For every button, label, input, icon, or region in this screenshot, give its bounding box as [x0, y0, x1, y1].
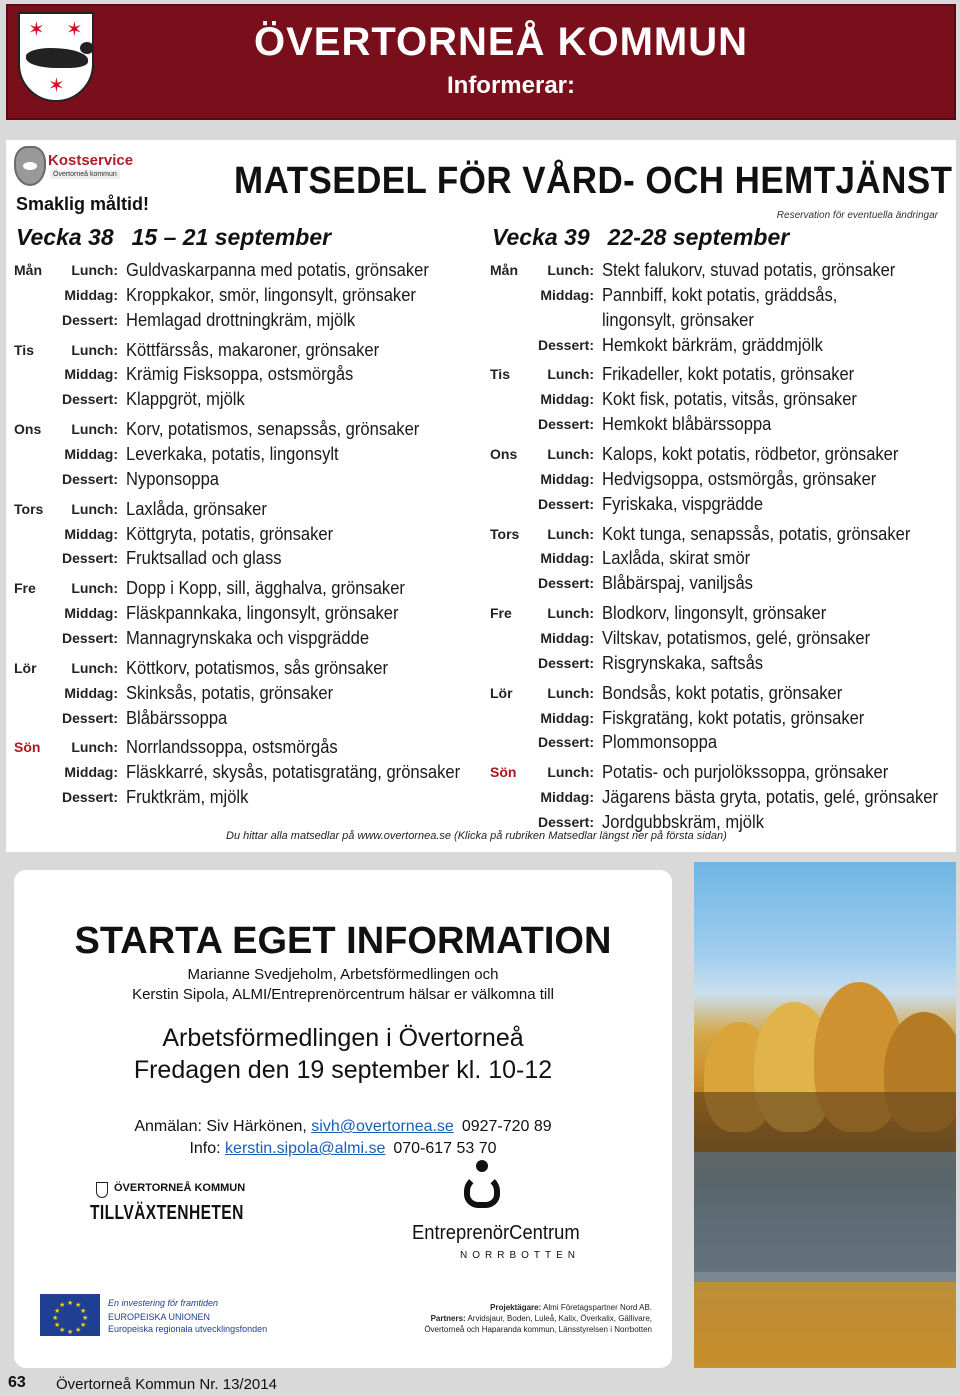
menu-row: [14, 499, 484, 524]
dish-text: Blåbärspaj, vaniljsås: [602, 573, 753, 594]
meal-label: Middag:: [64, 366, 118, 383]
menu-row: [490, 494, 954, 519]
day-label: Ons: [490, 446, 518, 463]
menu-row: [490, 364, 954, 389]
menu-row: [14, 628, 484, 653]
dish-text: lingonsylt, grönsaker: [602, 309, 754, 330]
signup-email-link[interactable]: sivh@overtornea.se: [311, 1118, 454, 1135]
dish-text: Skinksås, potatis, grönsaker: [126, 682, 334, 703]
logo-ec-name: EntreprenörCentrum: [412, 1222, 580, 1244]
menu-row: [14, 603, 484, 628]
menu-title: MATSEDEL FÖR VÅRD- OCH HEMTJÄNST: [234, 160, 953, 202]
crest-small-icon: [96, 1182, 108, 1198]
day-label: Fre: [14, 580, 36, 597]
meal-label: Dessert:: [61, 470, 118, 487]
menu-row: [14, 469, 484, 494]
meal-label: Dessert:: [537, 495, 594, 512]
cat-icon: [14, 146, 46, 186]
project-info: [352, 1302, 652, 1335]
kostservice-logo-name: Kostservice: [48, 152, 134, 169]
dish-text: Klappgröt, mjölk: [126, 389, 245, 410]
signup-phone: 0927-720 89: [461, 1118, 552, 1135]
week38-dates: 15 – 21 september: [131, 224, 332, 250]
ad-line2: Kerstin Sipola, ALMI/Entreprenörcentrum hälsar er välkomna till: [132, 986, 554, 1003]
menu-row: [14, 419, 484, 444]
dish-text: Hemkokt blåbärssoppa: [602, 414, 772, 435]
meal-label: Middag:: [540, 709, 594, 726]
menu-row: [490, 628, 954, 653]
meal-label: Dessert:: [537, 654, 594, 671]
publication-info: Övertorneå Kommun Nr. 13/2014: [56, 1376, 277, 1393]
dish-text: Nyponsoppa: [126, 468, 219, 489]
header-banner: [6, 4, 956, 120]
meal-label: Middag:: [64, 525, 118, 542]
dish-text: Fläskkarré, skysås, potatisgratäng, grönsaker: [126, 762, 461, 783]
dish-text: Leverkaka, potatis, lingonsylt: [126, 444, 339, 465]
menu-row: [490, 732, 954, 757]
menu-row: [490, 469, 954, 494]
meal-label: Middag:: [540, 630, 594, 647]
eu-line2: EUROPEISKA UNIONEN: [108, 1312, 211, 1322]
header-title: ÖVERTORNEÅ KOMMUN: [253, 20, 749, 64]
menu-row: [490, 260, 954, 285]
meal-label: Middag:: [540, 789, 594, 806]
dish-text: Köttgryta, potatis, grönsaker: [126, 523, 334, 544]
menu-row: [490, 548, 954, 573]
dish-text: Fyriskaka, vispgrädde: [602, 493, 764, 514]
dish-text: Hedvigsoppa, ostsmörgås, grönsaker: [602, 468, 877, 489]
meal-label: Lunch:: [71, 341, 118, 358]
day-label: Mån: [14, 262, 42, 278]
eu-line3: Europeiska regionala utvecklingsfonden: [108, 1324, 268, 1334]
day-label: Lör: [14, 659, 37, 676]
menu-row: [14, 340, 484, 365]
week39-menu-list: [490, 260, 954, 837]
dish-text: Dopp i Kopp, sill, ägghalva, grönsaker: [126, 578, 405, 599]
menu-row: [14, 762, 484, 787]
ad-title: STARTA EGET INFORMATION: [74, 920, 612, 962]
day-label: Tors: [14, 500, 44, 517]
meal-label: Middag:: [540, 550, 594, 567]
meal-label: Middag:: [540, 470, 594, 487]
meal-label: Lunch:: [71, 421, 118, 438]
meal-label: Dessert:: [537, 575, 594, 592]
meal-label: Lunch:: [71, 659, 118, 676]
meal-label: Middag:: [64, 286, 118, 303]
dish-text: Mannagrynskaka och vispgrädde: [126, 628, 370, 649]
menu-row: [14, 787, 484, 812]
dish-text: Pannbiff, kokt potatis, gräddsås,: [602, 284, 838, 305]
menu-row: [14, 658, 484, 683]
menu-row: [490, 708, 954, 733]
menu-row: [490, 444, 954, 469]
day-label: Lör: [490, 684, 513, 701]
menu-row: [14, 683, 484, 708]
meal-label: Lunch:: [547, 446, 594, 463]
info-label: Info:: [189, 1140, 221, 1157]
menu-panel: [6, 140, 956, 852]
menu-row: [490, 335, 954, 360]
meal-label: Lunch:: [547, 684, 594, 701]
logo-ec-region: NORRBOTTEN: [460, 1250, 580, 1261]
menu-row: [14, 708, 484, 733]
menu-row: [490, 573, 954, 598]
menu-row: [14, 548, 484, 573]
eu-flag-icon: ★ ★ ★ ★ ★ ★ ★ ★ ★ ★ ★ ★: [40, 1294, 100, 1336]
info-email-link[interactable]: kerstin.sipola@almi.se: [225, 1140, 386, 1157]
greeting: Smaklig måltid!: [16, 194, 150, 214]
ad-venue: Arbetsförmedlingen i Övertorneå: [162, 1024, 524, 1052]
week39-label: Vecka 39: [492, 224, 590, 250]
dish-text: Hemkokt bärkräm, gräddmjölk: [602, 334, 823, 355]
reservation-note: Reservation för eventuella ändringar: [776, 210, 938, 221]
day-label: Sön: [14, 739, 41, 756]
meal-label: Dessert:: [61, 709, 118, 726]
kostservice-logo-sub: Övertorneå kommun: [50, 170, 120, 179]
dish-text: Kroppkakor, smör, lingonsylt, grönsaker: [126, 284, 416, 305]
menu-row: [14, 578, 484, 603]
meal-label: Lunch:: [547, 366, 594, 383]
dish-text: Fruktsallad och glass: [126, 548, 282, 569]
menu-row: [490, 389, 954, 414]
meal-label: Lunch:: [71, 580, 118, 597]
dish-text: Krämig Fisksoppa, ostsmörgås: [126, 364, 354, 385]
ad-date: Fredagen den 19 september kl. 10-12: [133, 1056, 553, 1084]
kostservice-logo: [14, 146, 132, 188]
dish-text: Risgrynskaka, saftsås: [602, 652, 764, 673]
menu-row: [14, 444, 484, 469]
day-label: Ons: [14, 421, 42, 438]
autumn-landscape-photo: [694, 862, 956, 1368]
dish-text: Laxlåda, skirat smör: [602, 548, 751, 569]
menu-row: [14, 364, 484, 389]
page-number: 63: [8, 1374, 26, 1391]
menu-row: [490, 285, 954, 310]
dish-text: Norrlandssoppa, ostsmörgås: [126, 737, 338, 758]
menu-row: [490, 524, 954, 549]
menu-row: [490, 653, 954, 678]
signup-label: Anmälan: Siv Härkönen,: [134, 1118, 307, 1135]
dish-text: Jordgubbskräm, mjölk: [602, 812, 764, 833]
logo-ok-top: ÖVERTORNEÅ KOMMUN: [114, 1182, 246, 1194]
meal-label: Dessert:: [537, 734, 594, 751]
dish-text: Viltskav, potatismos, gelé, grönsaker: [602, 628, 871, 649]
meal-label: Lunch:: [71, 262, 118, 278]
menu-row: [14, 260, 484, 285]
meal-label: Middag:: [64, 446, 118, 463]
week38-heading: [16, 224, 331, 251]
entreprenorcentrum-logo: [412, 1160, 602, 1260]
dish-text: Kokt tunga, senapssås, potatis, grönsaker: [602, 523, 911, 544]
week39-heading: [492, 224, 789, 251]
week38-label: Vecka 38: [16, 224, 114, 250]
day-label: Tors: [490, 525, 520, 542]
dish-text: Jägarens bästa gryta, potatis, gelé, grönsaker: [602, 787, 939, 808]
day-label: Tis: [14, 341, 34, 358]
proj-owner: Almi Företagspartner Nord AB.: [543, 1303, 652, 1312]
day-label: Fre: [490, 605, 512, 622]
menu-row: [14, 524, 484, 549]
meal-label: Dessert:: [61, 630, 118, 647]
dish-text: Fiskgratäng, kokt potatis, grönsaker: [602, 707, 865, 728]
menu-row: [490, 762, 954, 787]
meal-label: Dessert:: [61, 789, 118, 806]
municipality-crest-icon: ✶ ✶ ✶: [18, 12, 94, 102]
partners: Arvidsjaur, Boden, Luleå, Kalix, Överkalix, Gällivare,: [467, 1314, 652, 1323]
meal-label: Dessert:: [537, 814, 594, 831]
meal-label: Lunch:: [547, 605, 594, 622]
meal-label: Middag:: [64, 605, 118, 622]
meal-label: Lunch:: [547, 262, 594, 278]
ad-signup: [14, 1118, 672, 1136]
dish-text: Köttfärssås, makaroner, grönsaker: [126, 339, 380, 360]
meal-label: Lunch:: [547, 525, 594, 542]
dish-text: Frikadeller, kokt potatis, grönsaker: [602, 364, 855, 385]
menu-row: [14, 310, 484, 335]
day-label: Sön: [490, 764, 517, 781]
starta-eget-ad: [14, 870, 672, 1368]
menu-row: [490, 683, 954, 708]
dish-text: Kalops, kokt potatis, rödbetor, grönsaker: [602, 444, 899, 465]
partners-label: Partners:: [430, 1314, 466, 1323]
meal-label: Middag:: [540, 286, 594, 303]
menu-row: [490, 603, 954, 628]
week38-menu-list: [14, 260, 484, 812]
ad-line1: Marianne Svedjeholm, Arbetsförmedlingen och: [187, 966, 499, 983]
person-figure-icon: [456, 1160, 508, 1212]
dish-text: Blodkorv, lingonsylt, grönsaker: [602, 603, 827, 624]
week39-dates: 22-28 september: [607, 224, 790, 250]
dish-text: Fläskpannkaka, lingonsylt, grönsaker: [126, 603, 399, 624]
ad-info: [14, 1140, 672, 1158]
dish-text: Laxlåda, grönsaker: [126, 498, 267, 519]
meal-label: Lunch:: [71, 739, 118, 756]
meal-label: Middag:: [64, 764, 118, 781]
partners2: Övertorneå och Haparanda kommun, Länsstyrelsen i Norrbotten: [424, 1325, 652, 1334]
day-label: Mån: [490, 262, 518, 278]
dish-text: Fruktkräm, mjölk: [126, 787, 249, 808]
dish-text: Hemlagad drottningkräm, mjölk: [126, 309, 356, 330]
dish-text: Kokt fisk, potatis, vitsås, grönsaker: [602, 389, 857, 410]
menu-row: [490, 310, 954, 335]
meal-label: Dessert:: [537, 336, 594, 353]
meal-label: Middag:: [540, 391, 594, 408]
eu-line1: En investering för framtiden: [108, 1298, 219, 1308]
overtornea-tillvaxt-logo: [90, 1178, 246, 1228]
dish-text: Blåbärssoppa: [126, 707, 228, 728]
dish-text: Plommonsoppa: [602, 732, 718, 753]
meal-label: Lunch:: [547, 764, 594, 781]
day-label: Tis: [490, 366, 510, 383]
menu-row: [14, 737, 484, 762]
proj-label: Projektägare:: [490, 1303, 542, 1312]
dish-text: Stekt falukorv, stuvad potatis, grönsaker: [602, 260, 896, 280]
meal-label: Dessert:: [61, 550, 118, 567]
meal-label: Dessert:: [537, 416, 594, 433]
meal-label: Dessert:: [61, 391, 118, 408]
dish-text: Korv, potatismos, senapssås, grönsaker: [126, 419, 420, 440]
menu-row: [490, 787, 954, 812]
menu-row: [14, 285, 484, 310]
logo-ok-bottom: TILLVÄXTENHETEN: [90, 1202, 244, 1224]
eu-logo: [40, 1290, 280, 1338]
dish-text: Köttkorv, potatismos, sås grönsaker: [126, 657, 389, 678]
menu-row: [490, 414, 954, 439]
dish-text: Potatis- och purjolökssoppa, grönsaker: [602, 762, 889, 783]
web-note: Du hittar alla matsedlar på www.overtornea.se (Klicka på rubriken Matsedlar längst ner på första sidan): [226, 830, 727, 842]
header-subtitle: Informerar:: [446, 72, 576, 99]
meal-label: Lunch:: [71, 500, 118, 517]
info-phone: 070-617 53 70: [393, 1140, 497, 1157]
meal-label: Middag:: [64, 684, 118, 701]
menu-row: [14, 389, 484, 414]
meal-label: Dessert:: [61, 311, 118, 328]
dish-text: Bondsås, kokt potatis, grönsaker: [602, 682, 843, 703]
dish-text: Guldvaskarpanna med potatis, grönsaker: [126, 260, 429, 280]
